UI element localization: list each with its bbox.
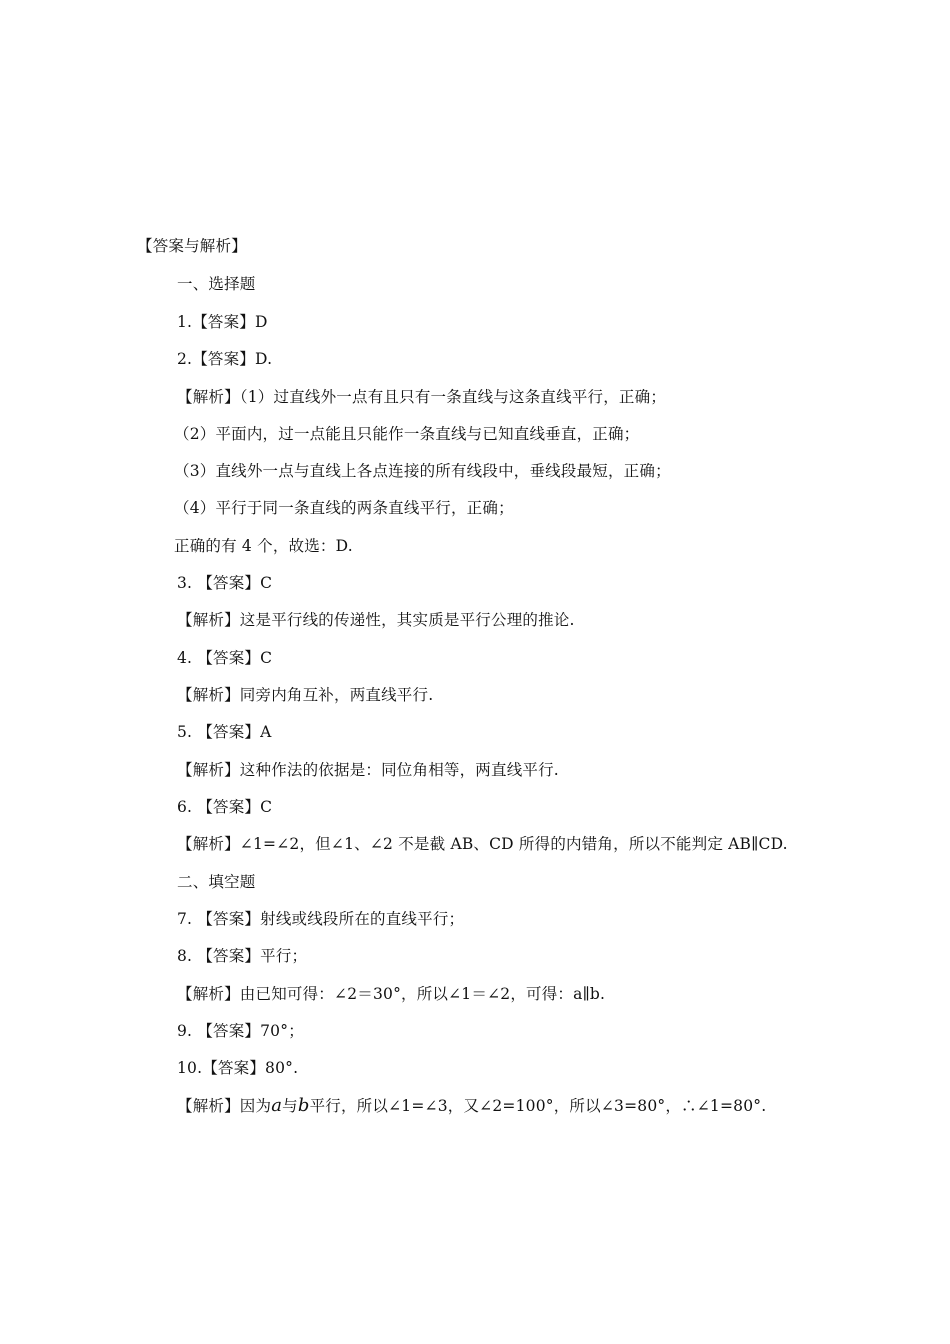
answer-line-1: 1.【答案】D — [177, 313, 268, 331]
answer-line-8: 8. 【答案】平行； — [177, 947, 308, 965]
answer-heading: 【答案与解析】 — [137, 237, 247, 255]
analysis-line-8: 【解析】由已知可得：∠2＝30°，所以∠1＝∠2，可得：a∥b. — [177, 985, 606, 1003]
analysis-mid: 与 — [282, 1097, 298, 1115]
answer-line-5: 5. 【答案】A — [177, 723, 272, 741]
answer-line-6: 6. 【答案】C — [177, 798, 273, 816]
analysis-line-3: 【解析】这是平行线的传递性，其实质是平行公理的推论. — [177, 611, 575, 629]
section-title-fill: 二、填空题 — [177, 873, 256, 891]
analysis-line-5: 【解析】这种作法的依据是：同位角相等，两直线平行. — [177, 761, 559, 779]
answer-line-10: 10.【答案】80°. — [177, 1059, 299, 1077]
answer-line-3: 3. 【答案】C — [177, 574, 273, 592]
variable-a: a — [271, 1095, 283, 1116]
answer-line-2: 2.【答案】D. — [177, 350, 273, 368]
analysis-line-2-3: （3）直线外一点与直线上各点连接的所有线段中，垂线段最短，正确； — [174, 462, 671, 480]
analysis-line-2-2: （2）平面内，过一点能且只能作一条直线与已知直线垂直，正确； — [174, 425, 640, 443]
analysis-line-2-5: 正确的有 4 个，故选：D. — [174, 537, 353, 555]
analysis-prefix: 【解析】因为 — [177, 1097, 272, 1115]
analysis-line-4: 【解析】同旁内角互补，两直线平行. — [177, 686, 434, 704]
analysis-suffix: 平行，所以∠1=∠3，又∠2=100°，所以∠3=80°，∴∠1=80°. — [309, 1097, 767, 1115]
answer-line-4: 4. 【答案】C — [177, 649, 273, 667]
analysis-line-6: 【解析】∠1=∠2，但∠1、∠2 不是截 AB、CD 所得的内错角，所以不能判定 AB∥CD. — [177, 835, 788, 853]
analysis-line-10 — [177, 1096, 766, 1116]
section-title-choice: 一、选择题 — [177, 275, 256, 293]
answer-line-9: 9. 【答案】70°； — [177, 1022, 304, 1040]
analysis-line-2-4: （4）平行于同一条直线的两条直线平行，正确； — [174, 499, 514, 517]
variable-b: b — [297, 1095, 310, 1116]
answer-line-7: 7. 【答案】射线或线段所在的直线平行； — [177, 910, 465, 928]
analysis-line-2-1: 【解析】（1）过直线外一点有且只有一条直线与这条直线平行，正确； — [177, 388, 667, 406]
